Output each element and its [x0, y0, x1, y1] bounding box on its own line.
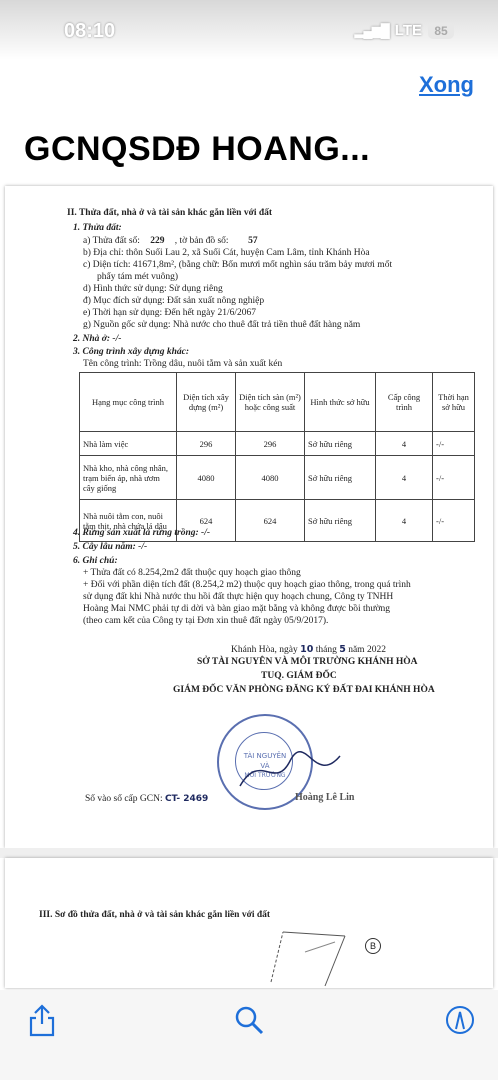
document-page-2[interactable] [5, 858, 493, 988]
table-cell: 624 [177, 500, 236, 542]
construction-name: Tên công trình: Trồng dâu, nuôi tằm và sản xuất kén [83, 359, 283, 369]
table-cell: 4080 [236, 456, 305, 500]
table-header-row [80, 373, 475, 432]
use-form-line: d) Hình thức sử dụng: Sử dụng riêng [83, 284, 223, 294]
table-cell: Nhà làm việc [80, 432, 177, 456]
purpose-line: đ) Mục đích sử dụng: Đất sản xuất nông nghiệp [83, 296, 265, 306]
term-line: e) Thời hạn sử dụng: Đến hết ngày 21/6/2067 [83, 308, 257, 318]
table-header: Hạng mục công trình [80, 373, 177, 432]
parcel-row [83, 236, 275, 246]
markup-icon [442, 1002, 478, 1038]
perennial-line: 5. Cây lâu năm: -/- [73, 542, 148, 552]
stamp-text: MÔI TRƯỜNG [244, 772, 286, 779]
address-line: b) Địa chỉ: thôn Suối Lau 2, xã Suối Cát, huyện Cam Lâm, tỉnh Khánh Hòa [83, 248, 370, 258]
date-prefix: Khánh Hòa, ngày [231, 645, 298, 655]
house-line: 2. Nhà ở: -/- [73, 334, 122, 344]
table-cell: 4080 [177, 456, 236, 500]
land-heading: 1. Thửa đất: [73, 223, 122, 233]
table-cell: Nhà nuôi tằm con, nuôi tằm thịt, nhà chứa lá dâu [80, 500, 177, 542]
note-2-line-4: (theo cam kết của Công ty tại Đơn xin thuê đất ngày 05/9/2017). [83, 616, 329, 626]
page-separator [0, 848, 498, 858]
note-2-line-1: + Đối với phần diện tích đất (8.254,2 m2) thuộc quy hoạch giao thông, trong quá trình [83, 580, 411, 590]
parcel-map-sketch [265, 922, 445, 988]
done-button[interactable]: Xong [419, 72, 474, 97]
stamp-text: VÀ [260, 762, 270, 770]
section-3-title: III. Sơ đồ thửa đất, nhà ở và tài sản khác gắn liền với đất [39, 910, 271, 920]
table-cell: 4 [376, 432, 433, 456]
construction-heading: 3. Công trình xây dựng khác: [73, 347, 190, 357]
stamp-text: TÀI NGUYÊN [243, 752, 287, 760]
table-header: Hình thức sở hữu [305, 373, 376, 432]
forest-line: 4. Rừng sản xuất là rừng trồng: -/- [73, 528, 211, 538]
battery-icon: 85 [428, 23, 454, 39]
table-cell: Sở hữu riêng [305, 500, 376, 542]
parcel-label: a) Thửa đất số: [83, 236, 140, 246]
cert-register [85, 794, 208, 804]
date-month-label: tháng [315, 645, 337, 655]
issue-date [231, 644, 386, 655]
cert-number: CT- 2469 [164, 794, 209, 804]
note-2-line-2: sử dụng đất khi Nhà nước thu hồi đất thực hiện quy hoạch chung, Công ty TNHH [83, 592, 394, 602]
bottom-toolbar [0, 990, 498, 1080]
table-cell: 296 [236, 432, 305, 456]
table-cell: -/- [433, 456, 475, 500]
date-month: 5 [339, 644, 346, 655]
table-cell: 4 [376, 456, 433, 500]
map-label: , tờ bản đồ số: [174, 236, 229, 246]
signer-name: Hoàng Lê Lin [295, 792, 355, 803]
table-header: Diện tích xây dựng (m²) [177, 373, 236, 432]
search-icon [231, 1002, 267, 1038]
table-cell: Sở hữu riêng [305, 432, 376, 456]
table-row [80, 456, 475, 500]
table-cell: 624 [236, 500, 305, 542]
map-number: 57 [248, 236, 258, 246]
search-button[interactable] [231, 1002, 267, 1038]
date-year: năm 2022 [348, 645, 386, 655]
table-cell: 4 [376, 500, 433, 542]
signal-icon: ▂▄▆█ [354, 22, 389, 38]
status-bar [0, 0, 498, 60]
table-cell: -/- [433, 500, 475, 542]
table-cell: -/- [433, 432, 475, 456]
table-cell: 296 [177, 432, 236, 456]
notes-heading: 6. Ghi chú: [73, 556, 118, 566]
share-icon [24, 1002, 60, 1038]
area-line-2: phẩy tám mét vuông) [97, 272, 178, 282]
document-page-1[interactable] [5, 186, 493, 848]
cert-label: Số vào sổ cấp GCN: [85, 794, 163, 804]
markup-button[interactable] [442, 1002, 478, 1038]
org-line-3: GIÁM ĐỐC VĂN PHÒNG ĐĂNG KÝ ĐẤT ĐAI KHÁNH HÒA [173, 685, 435, 695]
document-title: GCNQSDĐ HOANG... [24, 130, 371, 168]
section-2-title: II. Thửa đất, nhà ở và tài sản khác gắn liền với đất [67, 208, 273, 218]
network-type: LTE [394, 22, 422, 39]
status-time: 08:10 [64, 20, 116, 42]
origin-line: g) Nguồn gốc sử dụng: Nhà nước cho thuê đất trả tiền thuê đất hàng năm [83, 320, 361, 330]
table-cell: Sở hữu riêng [305, 456, 376, 500]
parcel-number: 229 [150, 236, 165, 246]
table-row [80, 432, 475, 456]
org-line-1: SỞ TÀI NGUYÊN VÀ MÔI TRƯỜNG KHÁNH HÒA [197, 657, 418, 667]
signature-scribble [235, 746, 345, 796]
table-header: Diện tích sàn (m²) hoặc công suất [236, 373, 305, 432]
table-cell: Nhà kho, nhà công nhân, trạm biến áp, nhà ươm cây giống [80, 456, 177, 500]
table-header: Cấp công trình [376, 373, 433, 432]
map-marker: B [365, 938, 381, 954]
org-line-2: TUQ. GIÁM ĐỐC [261, 671, 337, 681]
share-button[interactable] [24, 1002, 60, 1038]
area-line-1: c) Diện tích: 41671,8m², (bằng chữ: Bốn mươi mốt nghìn sáu trăm bảy mươi mốt [83, 260, 393, 270]
note-1: + Thửa đất có 8.254,2m2 đất thuộc quy hoạch giao thông [83, 568, 301, 578]
status-right [354, 22, 454, 39]
note-2-line-3: Hoàng Mai NMC phải tự di dời và bàn giao mặt bằng và không được bồi thường [83, 604, 391, 614]
date-day: 10 [300, 644, 314, 655]
table-header: Thời hạn sở hữu [433, 373, 475, 432]
construction-table [79, 372, 475, 542]
